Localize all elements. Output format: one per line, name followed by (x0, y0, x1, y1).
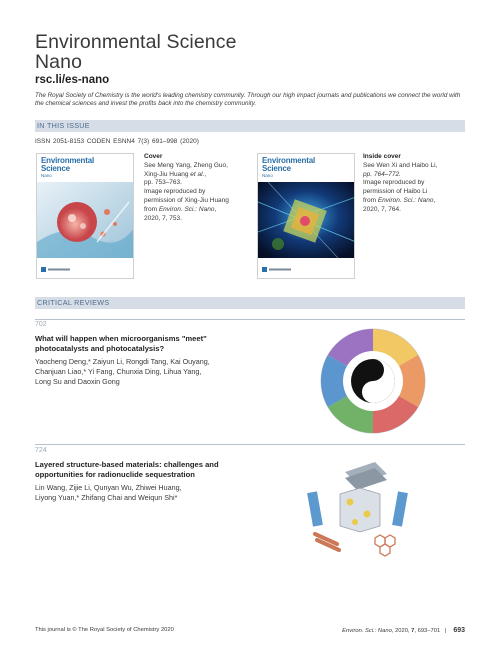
cover-journal-subtitle: Nano (41, 173, 52, 178)
section-heading-critical-reviews: CRITICAL REVIEWS (35, 297, 465, 309)
journal-url[interactable]: rsc.li/es-nano (35, 74, 110, 86)
cover-artwork (258, 182, 355, 258)
journal-title-line2: Nano (35, 51, 83, 73)
journal-title-line1: Environmental Science (35, 31, 237, 53)
cover-journal-subtitle: Nano (262, 173, 273, 178)
article-authors: Yaocheng Deng,* Zaiyun Li, Rongdi Tang, Kai Ouyang, Chanjuan Liao,* Yi Fang, Chunxia Ding, Lihua Yang, Long Su and Daoxin Gong (35, 357, 210, 386)
article-graphical-abstract (318, 326, 428, 436)
inside-cover-image[interactable] (257, 153, 355, 279)
issn-line: ISSN 2051-8153 CODEN ESNN4 7(3) 691–998 (2020) (35, 138, 199, 145)
article-authors: Lin Wang, Zijie Li, Qunyan Wu, Zhiwei Huang, Liyong Yuan,* Zhifang Chai and Weiqun Shi* (35, 483, 182, 502)
section-heading-in-this-issue: IN THIS ISSUE (35, 120, 465, 132)
cover-caption: Cover See Meng Yang, Zheng Guo, Xing-Jiu Huang et al., pp. 753–763. Image reproduced by permission of Xing-Jiu Huang from Environ. Sci.: Nano, 2020, 7, 753. (144, 153, 250, 223)
article-divider (35, 319, 465, 320)
article-title[interactable]: Layered structure-based materials: challenges and opportunities for radionuclide sequestration (35, 460, 219, 479)
article-page-number: 724 (35, 447, 47, 454)
article-page-number: 702 (35, 321, 47, 328)
rsc-logo-icon (41, 267, 71, 272)
cover-image[interactable] (36, 153, 134, 279)
article-title[interactable]: What will happen when microorganisms "meet" photocatalysts and photocatalysis? (35, 334, 207, 353)
rsc-logo-icon (262, 267, 292, 272)
article-graphical-abstract (305, 462, 415, 560)
inside-cover-caption: Inside cover See Wen Xi and Haibo Li, pp. 764–772. Image reproduced by permission of Haibo Li from Environ. Sci.: Nano, 2020, 7, 764. (363, 153, 467, 215)
cover-caption-heading: Cover (144, 153, 163, 160)
footer-copyright: This journal is © The Royal Society of Chemistry 2020 (35, 627, 174, 633)
cover-artwork (37, 182, 134, 258)
footer-citation: Environ. Sci.: Nano, 2020, 7, 693–701 | 693 (342, 627, 465, 634)
cover-journal-title: Environmental Science (262, 156, 315, 173)
footer-page-number: 693 (453, 627, 465, 634)
inside-cover-caption-heading: Inside cover (363, 153, 401, 160)
intro-text: The Royal Society of Chemistry is the world's leading chemistry community. Through our high impact journals and publications we connect the world with the chemical sciences and invest the profits back into the chemistry community. (35, 92, 461, 108)
journal-title (35, 32, 237, 72)
article-divider (35, 444, 465, 445)
cover-journal-title: Environmental Science (41, 156, 94, 173)
